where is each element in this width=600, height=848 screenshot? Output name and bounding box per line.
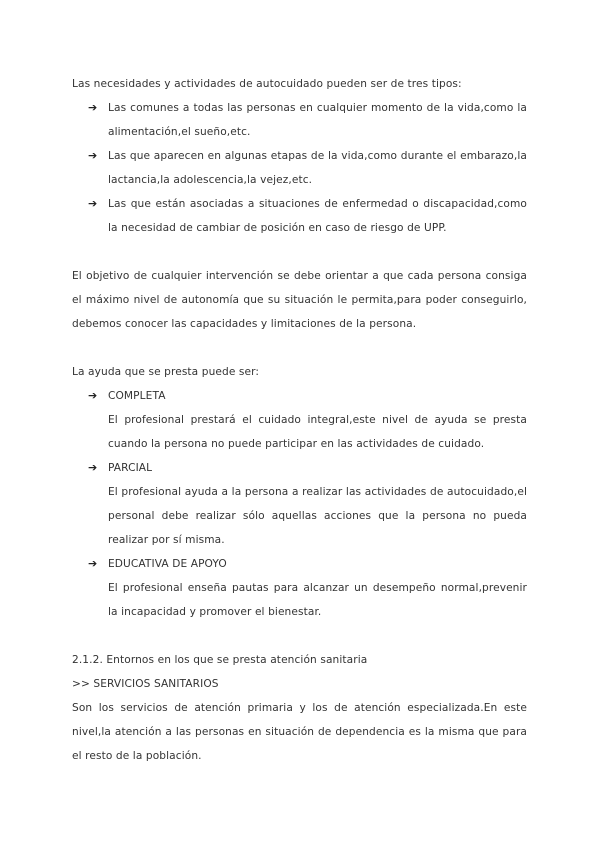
objective-paragraph: El objetivo de cualquier intervención se debe orientar a que cada persona consiga el máximo nivel de autonomía que su situación le permita,para poder conseguirlo, debemos conocer las capacidades y limitaciones de la persona. (72, 270, 527, 330)
arrow-right-icon: ➔ (88, 557, 98, 570)
help-type-title: COMPLETA (108, 390, 166, 402)
list-item-text: Las que están asociadas a situaciones de enfermedad o discapacidad,como la necesidad de cambiar de posición en caso de riesgo de UPP. (108, 198, 527, 234)
document-page (72, 72, 527, 768)
arrow-right-icon: ➔ (88, 389, 98, 402)
arrow-right-icon: ➔ (88, 149, 98, 162)
help-type-parcial (72, 456, 527, 480)
list-item (72, 192, 527, 240)
list-item (72, 96, 527, 144)
help-type-description: El profesional ayuda a la persona a realizar las actividades de autocuidado,el personal debe realizar sólo aquellas acciones que la persona no pueda realizar por sí misma. (108, 486, 527, 546)
arrow-right-icon: ➔ (88, 101, 98, 114)
list-item (72, 144, 527, 192)
arrow-right-icon: ➔ (88, 461, 98, 474)
help-type-educativa (72, 552, 527, 576)
help-type-description: El profesional enseña pautas para alcanzar un desempeño normal,prevenir la incapacidad y promover el bienestar. (108, 582, 527, 618)
help-type-title: EDUCATIVA DE APOYO (108, 558, 227, 570)
help-type-title: PARCIAL (108, 462, 153, 474)
intro-paragraph: Las necesidades y actividades de autocuidado pueden ser de tres tipos: (72, 78, 462, 90)
arrow-right-icon: ➔ (88, 197, 98, 210)
subsection-heading: >> SERVICIOS SANITARIOS (72, 678, 219, 690)
help-intro: La ayuda que se presta puede ser: (72, 366, 260, 378)
help-type-completa (72, 384, 527, 408)
list-item-text: Las comunes a todas las personas en cualquier momento de la vida,como la alimentación,el sueño,etc. (108, 102, 527, 138)
section-heading: 2.1.2. Entornos en los que se presta atención sanitaria (72, 654, 368, 666)
subsection-paragraph: Son los servicios de atención primaria y los de atención especializada.En este nivel,la atención a las personas en situación de dependencia es la misma que para el resto de la población. (72, 702, 527, 762)
help-type-description: El profesional prestará el cuidado integral,este nivel de ayuda se presta cuando la persona no puede participar en las actividades de cuidado. (108, 414, 527, 450)
list-item-text: Las que aparecen en algunas etapas de la vida,como durante el embarazo,la lactancia,la adolescencia,la vejez,etc. (108, 150, 527, 186)
